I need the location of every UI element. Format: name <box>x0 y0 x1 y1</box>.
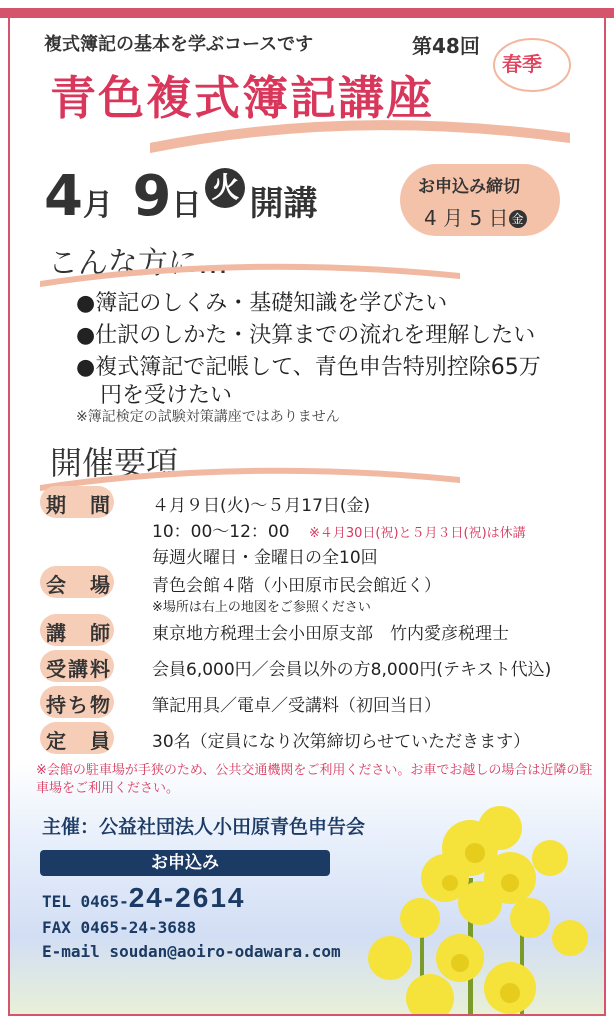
start-label: 開講 <box>249 184 318 224</box>
start-weekday: 火 <box>205 168 245 208</box>
schedule-value: 毎週火曜日・金曜日の全10回 <box>152 548 378 568</box>
start-day: 9 <box>132 164 172 229</box>
issue-number: 第48回 <box>412 34 480 58</box>
items-value: 筆記用具／電卓／受講料（初回当日） <box>152 696 441 716</box>
course-subtitle: 複式簿記の基本を学ぶコースです <box>44 34 314 55</box>
fee-label: 受講料 <box>46 657 112 681</box>
capacity-label: 定 員 <box>46 729 112 753</box>
target-item-3: ●複式簿記で記帳して、青色申告特別控除65万 <box>76 355 541 380</box>
season-badge: 春季 <box>502 52 542 76</box>
target-item-1: ●簿記のしくみ・基礎知識を学びたい <box>76 291 448 316</box>
period-label: 期 間 <box>46 493 112 517</box>
parking-note: ※会館の駐車場が手狭のため、公共交通機関をご利用ください。お車でお越しの場合は近隣の駐車場をご利用ください。 <box>36 763 593 796</box>
venue-note: ※場所は右上の地図をご参照ください <box>152 600 371 615</box>
venue-value: 青色会館４階（小田原市民会館近く） <box>152 576 441 596</box>
tel-number: 24-2614 <box>128 882 246 913</box>
lecturer-value: 東京地方税理士会小田原支部 竹内愛彦税理士 <box>152 624 509 644</box>
start-day-unit: 日 <box>171 188 202 223</box>
period-value: ４月９日(火)～５月17日(金) <box>152 496 371 516</box>
host-organization: 主催：公益社団法人小田原青色申告会 <box>42 816 366 838</box>
start-month-unit: 月 <box>82 188 113 223</box>
deadline-label: お申込み締切 <box>418 177 520 197</box>
deadline-date-text: 4 月 5 日 <box>424 206 509 230</box>
capacity-value: 30名（定員になり次第締切らせていただきます） <box>152 732 531 752</box>
rapeseed-flowers-image <box>350 788 606 1016</box>
course-title: 青色複式簿記講座 <box>50 71 434 125</box>
items-label: 持ち物 <box>46 693 112 717</box>
apply-heading: お申込み <box>40 850 330 876</box>
target-heading: こんな方に… <box>48 246 228 281</box>
details-heading: 開催要項 <box>50 444 179 482</box>
time-row <box>152 517 526 542</box>
venue-label: 会 場 <box>46 573 112 597</box>
target-item-3-cont: 円を受けたい <box>100 383 233 408</box>
lecturer-label: 講 師 <box>46 621 112 645</box>
fee-value: 会員6,000円／会員以外の方8,000円(テキスト代込) <box>152 660 552 680</box>
fax-line: FAX 0465-24-3688 <box>42 918 197 937</box>
title-swoosh <box>150 118 570 158</box>
target-note: ※簿記検定の試験対策講座ではありません <box>76 409 340 425</box>
email-link[interactable]: E-mail soudan@aoiro-odawara.com <box>42 942 341 961</box>
tel-line[interactable] <box>42 882 245 914</box>
holiday-note: ※４月30日(祝)と５月３日(祝)は休講 <box>308 526 526 541</box>
start-month: 4 <box>44 164 83 229</box>
tel-prefix: TEL 0465- <box>42 892 129 911</box>
target-item-2: ●仕訳のしかた・決算までの流れを理解したい <box>76 323 536 348</box>
deadline-date <box>424 202 527 231</box>
time-value: 10：00～12：00 <box>152 522 290 542</box>
start-date <box>44 164 317 229</box>
deadline-weekday: 金 <box>509 210 527 228</box>
